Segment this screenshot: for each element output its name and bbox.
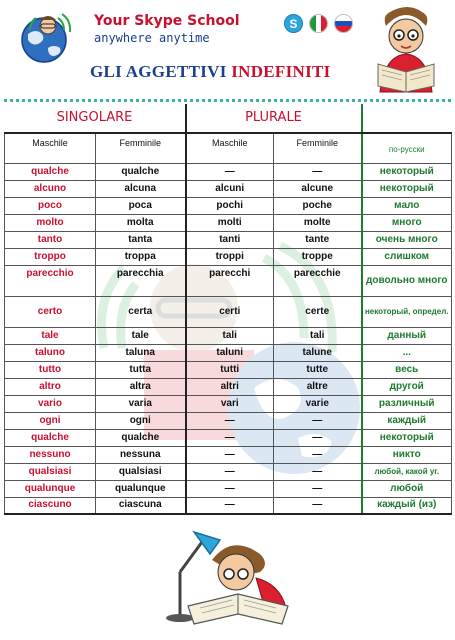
reading-boy-illustration — [366, 6, 446, 94]
cell-maschile-plural: — — [186, 463, 274, 480]
table-row — [5, 480, 452, 497]
cell-russian: слишком — [362, 248, 452, 265]
table-row — [5, 344, 452, 361]
cell-femminile: varia — [96, 395, 186, 412]
cell-maschile: nessuno — [5, 446, 96, 463]
cell-femminile-plural: certe — [274, 296, 362, 327]
brand-name: Your Skype School — [94, 13, 240, 29]
cell-femminile-plural: varie — [274, 395, 362, 412]
cell-femminile: tanta — [96, 231, 186, 248]
table-header-groups — [5, 104, 452, 133]
cell-femminile-plural: tutte — [274, 361, 362, 378]
cell-femminile: molta — [96, 214, 186, 231]
cell-russian: довольно много — [362, 265, 452, 296]
cell-russian: любой, какой уг. — [362, 463, 452, 480]
header-maschile: Maschile — [5, 133, 96, 163]
cell-maschile-plural: tutti — [186, 361, 274, 378]
cell-maschile-plural: — — [186, 446, 274, 463]
table-row — [5, 231, 452, 248]
cell-femminile: certa — [96, 296, 186, 327]
header-singolare: SINGOLARE — [5, 104, 186, 133]
cell-russian: ... — [362, 344, 452, 361]
cell-maschile: ciascuno — [5, 497, 96, 514]
table-row — [5, 327, 452, 344]
title-part-2: INDEFINITI — [231, 62, 331, 81]
cell-femminile: tutta — [96, 361, 186, 378]
cell-femminile: qualche — [96, 163, 186, 180]
cell-maschile: certo — [5, 296, 96, 327]
dotted-divider — [4, 99, 451, 102]
cell-femminile-plural: — — [274, 463, 362, 480]
globe-mascot-logo — [14, 8, 80, 66]
header-femminile-plural: Femminile — [274, 133, 362, 163]
cell-maschile: alcuno — [5, 180, 96, 197]
cell-maschile-plural: — — [186, 412, 274, 429]
cell-russian: любой — [362, 480, 452, 497]
adjectives-table — [4, 104, 452, 515]
cell-femminile-plural: poche — [274, 197, 362, 214]
cell-femminile: parecchia — [96, 265, 186, 296]
cell-femminile-plural: — — [274, 446, 362, 463]
cell-russian: некоторый, определ. — [362, 296, 452, 327]
cell-maschile: tale — [5, 327, 96, 344]
table-row — [5, 163, 452, 180]
cell-maschile-plural: pochi — [186, 197, 274, 214]
cell-femminile: troppa — [96, 248, 186, 265]
cell-femminile-plural: — — [274, 163, 362, 180]
cell-femminile: taluna — [96, 344, 186, 361]
studying-boy-illustration — [160, 520, 296, 630]
table-row — [5, 180, 452, 197]
table-row — [5, 197, 452, 214]
cell-maschile: altro — [5, 378, 96, 395]
cell-femminile: altra — [96, 378, 186, 395]
table-row — [5, 395, 452, 412]
cell-femminile-plural: — — [274, 429, 362, 446]
cell-maschile: molto — [5, 214, 96, 231]
cell-femminile-plural: — — [274, 497, 362, 514]
table-row — [5, 463, 452, 480]
cell-femminile: alcuna — [96, 180, 186, 197]
cell-russian: данный — [362, 327, 452, 344]
cell-maschile: taluno — [5, 344, 96, 361]
table-row — [5, 361, 452, 378]
cell-femminile: ciascuna — [96, 497, 186, 514]
header-maschile-plural: Maschile — [186, 133, 274, 163]
cell-maschile-plural: alcuni — [186, 180, 274, 197]
cell-maschile-plural: altri — [186, 378, 274, 395]
cell-russian: другой — [362, 378, 452, 395]
page-title — [90, 62, 331, 82]
cell-femminile-plural: tali — [274, 327, 362, 344]
cell-maschile: tanto — [5, 231, 96, 248]
cell-femminile-plural: — — [274, 480, 362, 497]
cell-maschile: parecchio — [5, 265, 96, 296]
cell-maschile-plural: tanti — [186, 231, 274, 248]
cell-maschile-plural: taluni — [186, 344, 274, 361]
cell-femminile: qualsiasi — [96, 463, 186, 480]
cell-russian: каждый (из) — [362, 497, 452, 514]
cell-maschile: tutto — [5, 361, 96, 378]
cell-maschile-plural: troppi — [186, 248, 274, 265]
table-row — [5, 497, 452, 514]
language-icons — [284, 14, 353, 33]
cell-russian: каждый — [362, 412, 452, 429]
table-row — [5, 248, 452, 265]
cell-femminile-plural: molte — [274, 214, 362, 231]
cell-femminile-plural: troppe — [274, 248, 362, 265]
cell-femminile: ogni — [96, 412, 186, 429]
cell-russian: весь — [362, 361, 452, 378]
cell-russian: много — [362, 214, 452, 231]
cell-maschile-plural: vari — [186, 395, 274, 412]
cell-femminile: poca — [96, 197, 186, 214]
cell-femminile-plural: parecchie — [274, 265, 362, 296]
cell-russian: некоторый — [362, 429, 452, 446]
cell-maschile-plural: — — [186, 480, 274, 497]
cell-femminile-plural: tante — [274, 231, 362, 248]
cell-femminile-plural: altre — [274, 378, 362, 395]
table-row — [5, 265, 452, 296]
table-header-genders — [5, 133, 452, 163]
cell-russian: мало — [362, 197, 452, 214]
cell-russian: различный — [362, 395, 452, 412]
cell-femminile: qualche — [96, 429, 186, 446]
cell-maschile: ogni — [5, 412, 96, 429]
cell-maschile-plural: — — [186, 497, 274, 514]
skype-icon[interactable]: S — [284, 14, 303, 33]
brand-tagline: anywhere anytime — [94, 31, 210, 45]
table-row — [5, 296, 452, 327]
russia-flag-icon[interactable] — [334, 14, 353, 33]
italy-flag-icon[interactable] — [309, 14, 328, 33]
cell-maschile: troppo — [5, 248, 96, 265]
cell-femminile-plural: — — [274, 412, 362, 429]
cell-femminile-plural: talune — [274, 344, 362, 361]
cell-maschile-plural: molti — [186, 214, 274, 231]
cell-maschile-plural: — — [186, 429, 274, 446]
cell-maschile-plural: — — [186, 163, 274, 180]
cell-femminile: nessuna — [96, 446, 186, 463]
cell-femminile-plural: alcune — [274, 180, 362, 197]
table-row — [5, 429, 452, 446]
table-row — [5, 378, 452, 395]
title-part-1: GLI AGGETTIVI — [90, 62, 227, 81]
cell-maschile-plural: certi — [186, 296, 274, 327]
cell-femminile: tale — [96, 327, 186, 344]
cell-maschile: qualsiasi — [5, 463, 96, 480]
cell-maschile-plural: tali — [186, 327, 274, 344]
cell-russian: очень много — [362, 231, 452, 248]
table-row — [5, 412, 452, 429]
cell-maschile: qualche — [5, 163, 96, 180]
cell-femminile: qualunque — [96, 480, 186, 497]
header-empty — [362, 104, 452, 133]
cell-maschile: poco — [5, 197, 96, 214]
header-russian: по-русски — [362, 133, 452, 163]
table-row — [5, 214, 452, 231]
cell-maschile-plural: parecchi — [186, 265, 274, 296]
cell-russian: некоторый — [362, 180, 452, 197]
cell-russian: некоторый — [362, 163, 452, 180]
table-row — [5, 446, 452, 463]
cell-maschile: qualunque — [5, 480, 96, 497]
cell-maschile: qualche — [5, 429, 96, 446]
header-femminile: Femminile — [96, 133, 186, 163]
header-plurale: PLURALE — [186, 104, 362, 133]
cell-russian: никто — [362, 446, 452, 463]
cell-maschile: vario — [5, 395, 96, 412]
